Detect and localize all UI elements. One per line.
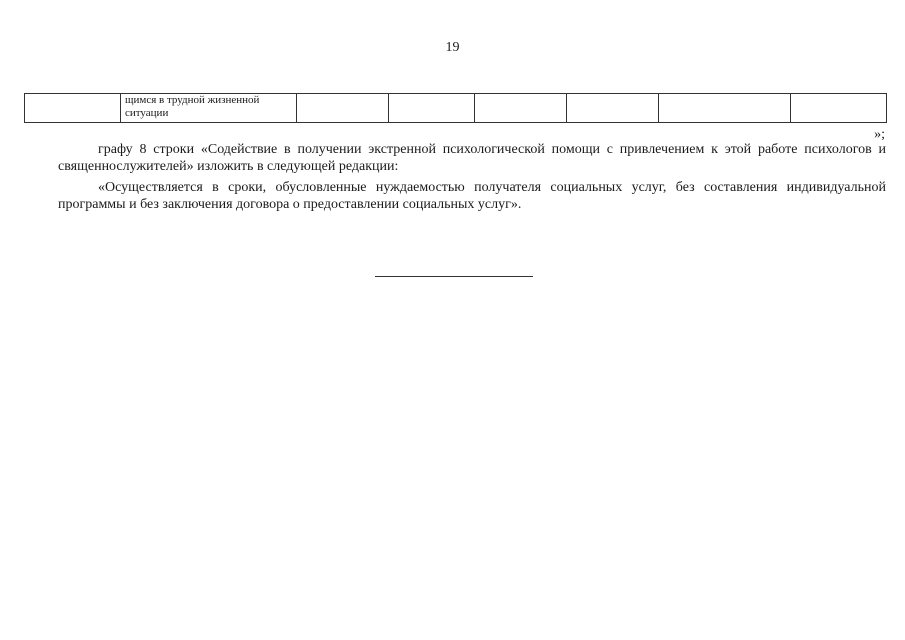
table-cell [567,94,659,123]
page-number: 19 [445,40,460,55]
amendment-paragraph: графу 8 строки «Содействие в получении экстренной психологической помощи с привлечением к этой работе психологов и священнослужителей» изложить в следующей редакции: [58,142,886,174]
table-cell [791,94,887,123]
table-fragment [24,93,887,123]
table-cell [475,94,567,123]
table-cell: щимся в трудной жизненной ситуации [121,94,297,123]
closing-quote: »; [874,127,885,142]
table-row [25,94,887,123]
table-cell [297,94,389,123]
table-cell [659,94,791,123]
new-wording-paragraph: «Осуществляется в сроки, обусловленные нуждаемостью получателя социальных услуг, без составления индивидуальной программы и без заключения договора о предоставлении социальных услуг». [58,180,886,212]
closing-rule [375,276,533,277]
table-cell [389,94,475,123]
table-cell [25,94,121,123]
